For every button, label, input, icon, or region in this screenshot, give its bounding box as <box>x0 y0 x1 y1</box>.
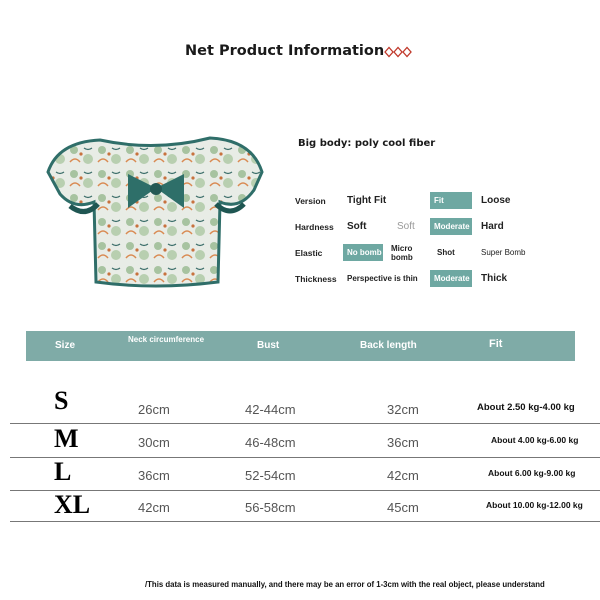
option-micro-bomb: Micro bomb <box>391 244 413 262</box>
header-size: Size <box>55 340 76 351</box>
option-shot: Shot <box>437 248 455 257</box>
diamond-decoration-icon <box>384 46 412 58</box>
fit-value: About 6.00 kg-9.00 kg <box>488 468 576 478</box>
size-label: L <box>54 457 72 486</box>
bust-value: 42-44cm <box>245 402 296 417</box>
row-divider <box>10 521 600 522</box>
bust-value: 52-54cm <box>245 468 296 483</box>
option-hard: Hard <box>481 221 504 232</box>
attribute-row-version <box>295 192 595 212</box>
size-label: S <box>54 386 69 415</box>
option-super-bomb: Super Bomb <box>481 248 526 257</box>
attribute-name: Thickness <box>295 274 337 284</box>
row-divider <box>10 457 600 458</box>
attribute-row-hardness <box>295 218 595 238</box>
attribute-name: Elastic <box>295 248 323 258</box>
fit-value: About 2.50 kg-4.00 kg <box>477 402 575 413</box>
back-length-value: 32cm <box>387 402 419 417</box>
option-perspective-thin: Perspective is thin <box>347 274 418 283</box>
row-divider <box>10 423 600 424</box>
neck-value: 36cm <box>138 468 170 483</box>
option-moderate-selected: Moderate <box>430 218 472 235</box>
back-length-value: 45cm <box>387 500 419 515</box>
option-soft-muted: Soft <box>397 221 415 232</box>
attribute-row-thickness <box>295 270 595 290</box>
neck-value: 26cm <box>138 402 170 417</box>
pet-clothing-image <box>40 120 270 290</box>
row-divider <box>10 490 600 491</box>
neck-value: 42cm <box>138 500 170 515</box>
option-no-bomb-selected: No bomb <box>343 244 383 261</box>
attribute-name: Version <box>295 196 326 206</box>
attribute-name: Hardness <box>295 222 334 232</box>
body-material-text: Big body: poly cool fiber <box>298 138 436 149</box>
fit-value: About 10.00 kg-12.00 kg <box>486 500 583 510</box>
fit-value: About 4.00 kg-6.00 kg <box>491 435 579 445</box>
bust-value: 56-58cm <box>245 500 296 515</box>
option-tight-fit: Tight Fit <box>347 195 387 206</box>
size-label: M <box>54 424 79 453</box>
bust-value: 46-48cm <box>245 435 296 450</box>
option-moderate-selected: Moderate <box>430 270 472 287</box>
option-fit-selected: Fit <box>430 192 472 209</box>
page-title: Net Product Information <box>185 43 385 59</box>
size-table-header <box>26 331 575 361</box>
size-label: XL <box>54 490 91 519</box>
header-bust: Bust <box>257 340 280 351</box>
option-soft: Soft <box>347 221 367 232</box>
neck-value: 30cm <box>138 435 170 450</box>
header-neck-circumference: Neck circumference <box>128 335 205 344</box>
header-fit: Fit <box>489 338 503 350</box>
back-length-value: 36cm <box>387 435 419 450</box>
footnote-disclaimer: /This data is measured manually, and there may be an error of 1-3cm with the real object, please understand <box>145 580 545 589</box>
back-length-value: 42cm <box>387 468 419 483</box>
option-loose: Loose <box>481 195 511 206</box>
header-back-length: Back length <box>360 340 417 351</box>
attribute-row-elastic <box>295 244 595 264</box>
option-thick: Thick <box>481 273 508 284</box>
